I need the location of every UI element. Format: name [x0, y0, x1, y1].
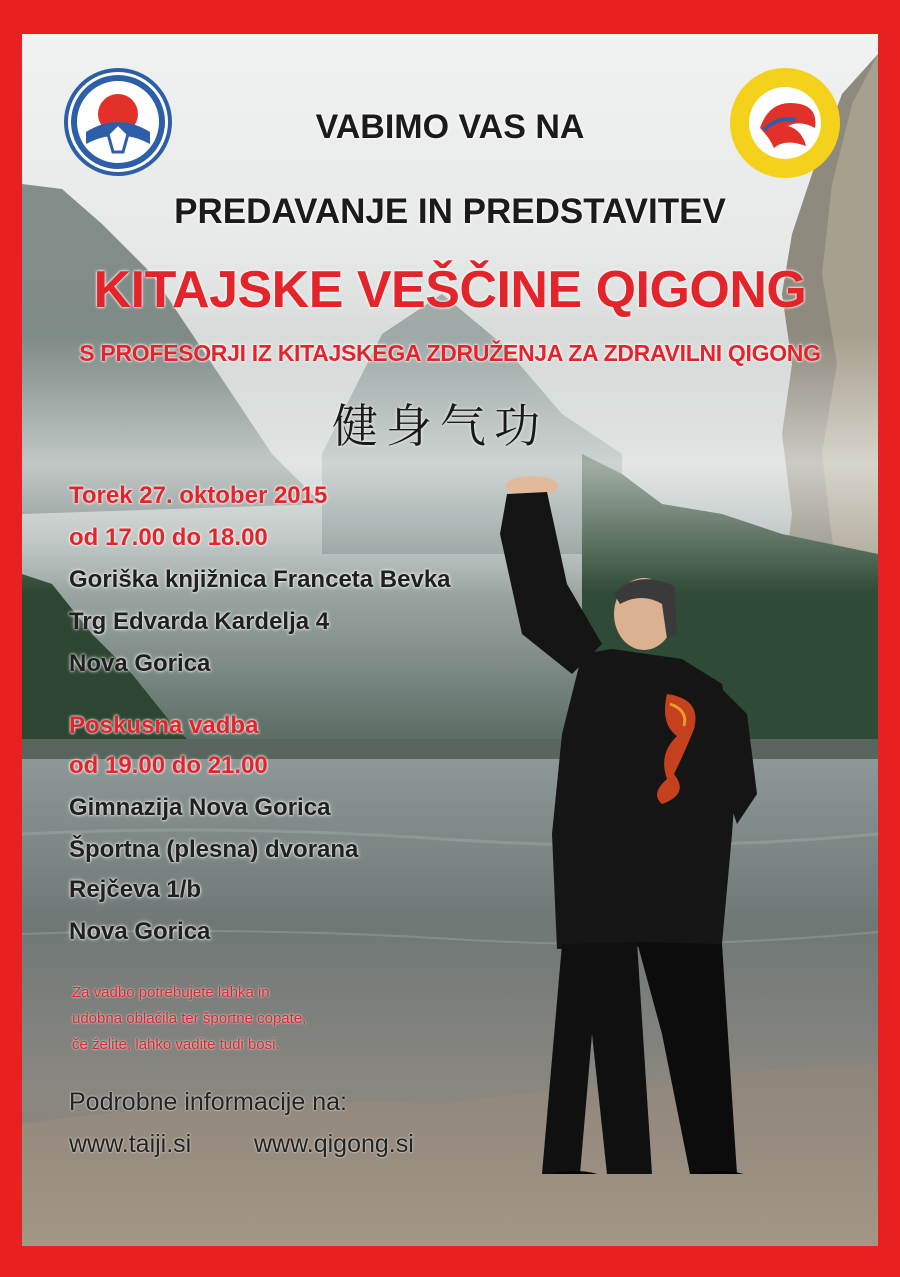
poster — [22, 34, 878, 1246]
note-line-1: Za vadbo potrebujete lahka in — [72, 984, 270, 1001]
event2-hall: Športna (plesna) dvorana — [69, 836, 359, 863]
chinese-title: 健身气功 — [332, 399, 548, 453]
event2-venue: Gimnazija Nova Gorica — [69, 794, 331, 821]
event1-venue: Goriška knjižnica Franceta Bevka — [69, 566, 451, 593]
note-line-3: če želite, lahko vadite tudi bosi. — [72, 1036, 280, 1053]
subtitle: S PROFESORJI IZ KITAJSKEGA ZDRUŽENJA ZA ZDRAVILNI QIGONG — [79, 340, 821, 366]
invite-line: VABIMO VAS NA — [315, 108, 585, 146]
qigong-master-photo — [462, 474, 762, 1174]
event2-city: Nova Gorica — [69, 918, 211, 945]
event2-address: Rejčeva 1/b — [69, 876, 202, 903]
url-taiji[interactable]: www.taiji.si — [69, 1130, 192, 1158]
event1-date: Torek 27. oktober 2015 — [69, 482, 328, 509]
event1-time: od 17.00 do 18.00 — [69, 524, 268, 551]
note-line-2: udobna oblačila ter športne copate, — [72, 1010, 307, 1027]
lecture-line: PREDAVANJE IN PREDSTAVITEV — [174, 192, 726, 231]
event2-time: od 19.00 do 21.00 — [69, 752, 268, 779]
main-title: KITAJSKE VEŠČINE QIGONG — [93, 261, 807, 319]
event1-city: Nova Gorica — [69, 650, 211, 677]
event1-address: Trg Edvarda Kardelja 4 — [69, 608, 330, 635]
event2-title: Poskusna vadba — [69, 712, 259, 739]
info-label: Podrobne informacije na: — [69, 1088, 347, 1116]
url-qigong[interactable]: www.qigong.si — [254, 1130, 414, 1158]
